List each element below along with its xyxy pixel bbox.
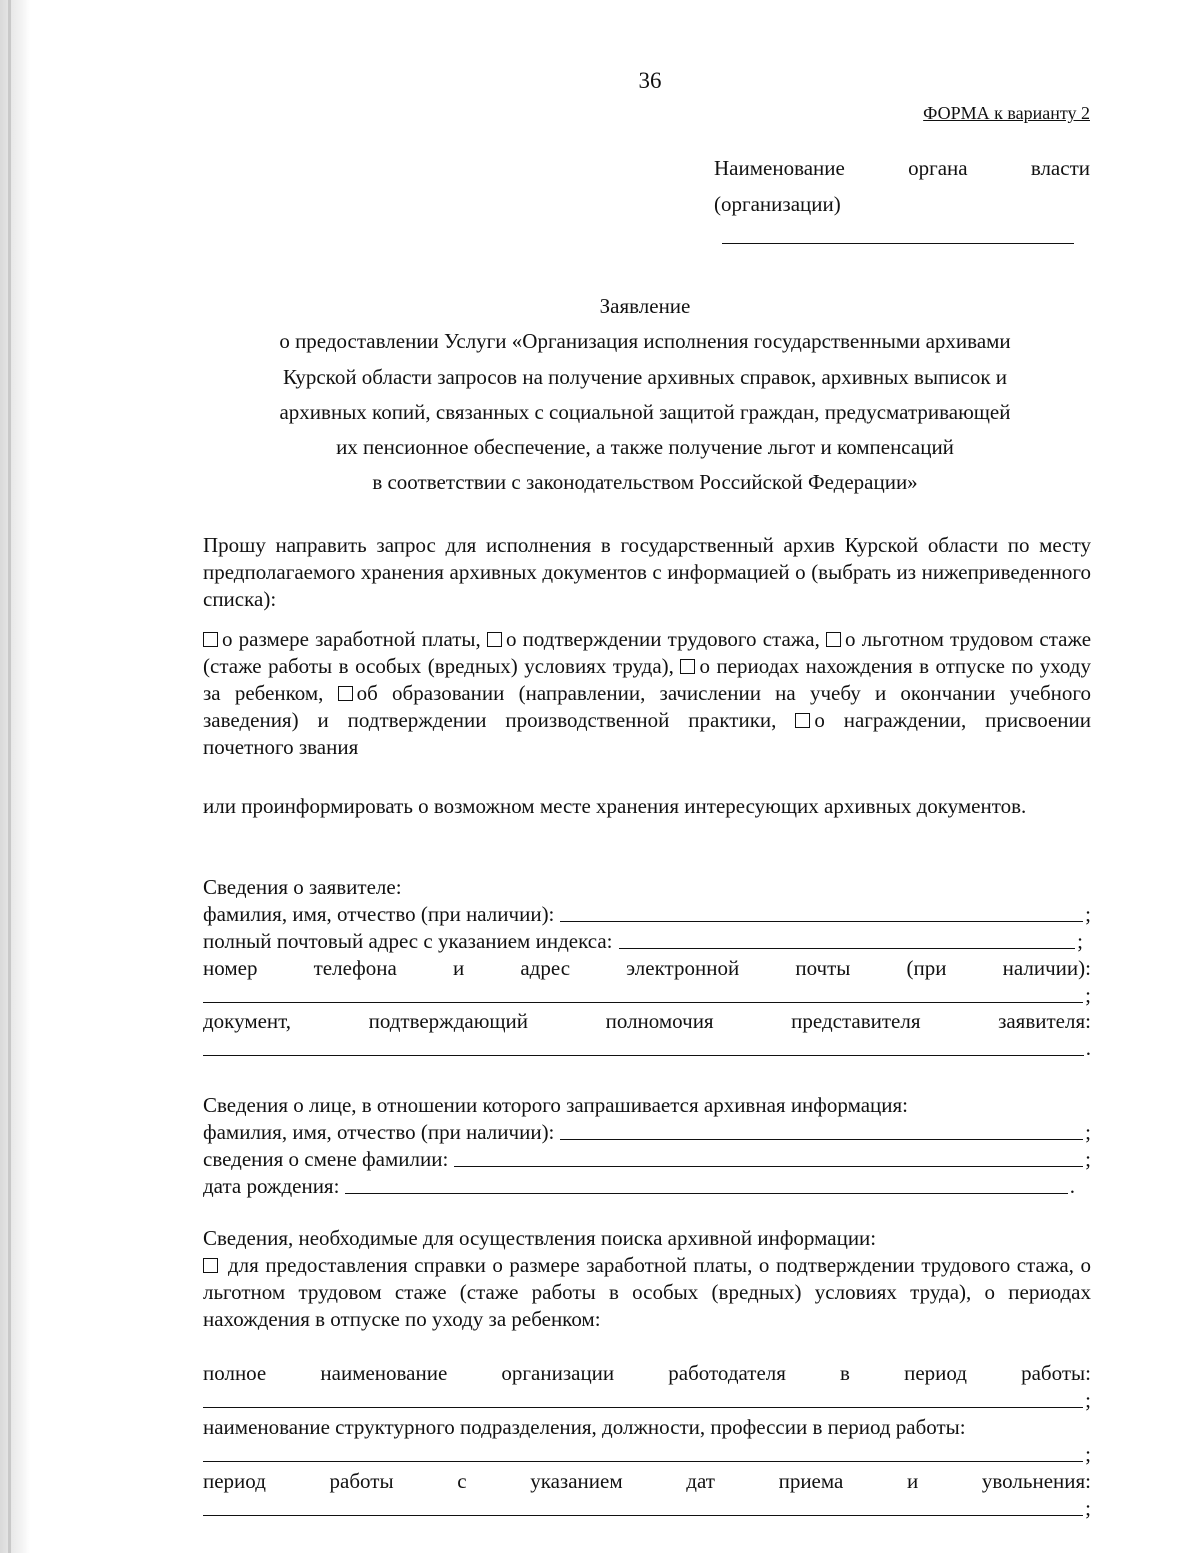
punctuation: . (1085, 1035, 1091, 1060)
label-word: в (840, 1360, 850, 1385)
title-heading: Заявление (599, 294, 691, 318)
label-word: электронной (626, 955, 740, 980)
punctuation: ; (1085, 1119, 1091, 1144)
label-word: период (203, 1468, 266, 1493)
checkbox-work-experience[interactable] (487, 632, 502, 647)
addressee-word: власти (1030, 156, 1090, 180)
intro-paragraph: Прошу направить запрос для исполнения в государственный архив Курской области по месту предполагаемого хранения архивных документов с информацией о (выбрать из нижеприведенного списка): (203, 533, 1091, 611)
field-label: полный почтовый адрес с указанием индекса: (203, 928, 613, 953)
checkbox-preferential-experience[interactable] (826, 632, 841, 647)
label-word: организации (501, 1360, 615, 1385)
label-word: полномочия (605, 1008, 714, 1033)
applicant-address-field[interactable] (203, 928, 1091, 955)
punctuation: ; (1085, 1441, 1091, 1466)
work-period-label (203, 1468, 1091, 1495)
scan-left-edge (0, 0, 30, 1553)
title-line: их пенсионное обеспечение, а также получение льгот и компенсаций (336, 435, 954, 460)
option-label: о периодах нахождения в отпуске по уходу за ребенком, (203, 654, 1091, 705)
applicant-document-field[interactable] (203, 1035, 1091, 1062)
label-word: заявителя: (998, 1008, 1091, 1033)
field-label: наименование структурного подразделения, должности, профессии в период работы: (203, 1414, 966, 1439)
blank-line[interactable] (203, 1514, 1083, 1516)
blank-line[interactable] (454, 1165, 1083, 1167)
label-word: указанием (530, 1468, 623, 1493)
punctuation: ; (1085, 1495, 1091, 1520)
or-inform-paragraph: или проинформировать о возможном месте хранения интересующих архивных документов. (203, 794, 1027, 818)
subject-surname-change-field[interactable] (203, 1146, 1091, 1173)
page-number: 36 (638, 68, 662, 93)
option-label: о подтверждении трудового стажа, (505, 627, 827, 651)
applicant-document-label (203, 1008, 1091, 1035)
search-option (203, 1252, 1091, 1333)
field-label: фамилия, имя, отчество (при наличии): (203, 1119, 555, 1144)
label-word: подтверждающий (368, 1008, 529, 1033)
blank-line[interactable] (203, 1460, 1083, 1462)
subject-heading: Сведения о лице, в отношении которого запрашивается архивная информация: (203, 1093, 909, 1117)
checkbox-search-salary-experience[interactable] (203, 1258, 218, 1273)
title-line: Курской области запросов на получение архивных справок, архивных выписок и (282, 364, 1008, 389)
blank-line[interactable] (345, 1192, 1067, 1194)
label-word: работы: (1021, 1360, 1091, 1385)
addressee-word: Наименование (714, 156, 845, 180)
applicant-heading: Сведения о заявителе: (203, 875, 402, 899)
subject-birth-date-field[interactable] (203, 1173, 1091, 1200)
label-word: документ, (203, 1008, 292, 1033)
structural-unit-label (203, 1414, 1091, 1441)
punctuation: ; (1085, 1387, 1091, 1412)
applicant-phone-field[interactable] (203, 982, 1091, 1009)
title-line: в соответствии с законодательством Российской Федерации» (372, 470, 918, 495)
field-label: сведения о смене фамилии: (203, 1146, 449, 1171)
checkbox-parental-leave[interactable] (680, 659, 695, 674)
label-word: дат (686, 1468, 715, 1493)
addressee-block (714, 150, 1090, 222)
blank-line[interactable] (203, 1406, 1083, 1408)
label-word: и (452, 955, 465, 980)
label-word: и (907, 1468, 919, 1493)
blank-line[interactable] (560, 1138, 1083, 1140)
search-heading: Сведения, необходимые для осуществления поиска архивной информации: (203, 1226, 877, 1250)
addressee-line-2: (организации) (714, 192, 841, 216)
checkbox-education[interactable] (338, 686, 353, 701)
applicant-full-name-field[interactable] (203, 901, 1091, 928)
field-label: дата рождения: (203, 1173, 340, 1198)
punctuation: ; (1077, 928, 1083, 953)
work-period-field[interactable] (203, 1495, 1091, 1522)
option-label: об образовании (направлении, зачислении на учебу и окончании учебного заведения) и подтверждении производственной практики, (203, 681, 1091, 732)
label-word: приема (778, 1468, 844, 1493)
punctuation: ; (1085, 901, 1091, 926)
employer-field[interactable] (203, 1387, 1091, 1414)
blank-line[interactable] (560, 920, 1083, 922)
label-word: период (904, 1360, 967, 1385)
label-word: с (457, 1468, 467, 1493)
label-word: работы (329, 1468, 394, 1493)
option-label: о льготном трудовом стаже (стаже работы в особых (вредных) условиях труда), (203, 627, 1092, 678)
title-line: архивных копий, связанных с социальной защитой граждан, предусматривающей (279, 399, 1011, 424)
applicant-phone-label (203, 955, 1091, 982)
label-word: полное (203, 1360, 267, 1385)
form-reference: ФОРМА к варианту 2 (923, 103, 1090, 123)
option-label: о размере заработной платы, (222, 627, 487, 651)
label-word: увольнения: (981, 1468, 1091, 1493)
label-word: адрес (520, 955, 571, 980)
blank-line[interactable] (203, 1001, 1083, 1003)
employer-label (203, 1360, 1091, 1387)
label-word: наименование (320, 1360, 448, 1385)
blank-line[interactable] (619, 947, 1076, 949)
label-word: наличии): (1002, 955, 1091, 980)
addressee-blank-line[interactable] (722, 243, 1074, 244)
blank-line[interactable] (203, 1054, 1084, 1056)
label-word: телефона (313, 955, 397, 980)
document-title (200, 289, 1090, 501)
request-options (203, 626, 1091, 761)
option-label: о награждении, присвоении почетного звания (203, 708, 1091, 759)
label-word: почты (795, 955, 851, 980)
punctuation: ; (1085, 982, 1091, 1007)
label-word: работодателя (668, 1360, 786, 1385)
addressee-word: органа (908, 156, 968, 180)
checkbox-salary[interactable] (203, 632, 218, 647)
checkbox-awards[interactable] (795, 713, 810, 728)
label-word: номер (203, 955, 258, 980)
title-line: о предоставлении Услуги «Организация исполнения государственными архивами (279, 329, 1011, 354)
field-label: фамилия, имя, отчество (при наличии): (203, 901, 555, 926)
punctuation: . (1069, 1173, 1075, 1198)
structural-unit-field[interactable] (203, 1441, 1091, 1468)
punctuation: ; (1085, 1146, 1091, 1171)
subject-full-name-field[interactable] (203, 1119, 1091, 1146)
label-word: представителя (791, 1008, 921, 1033)
option-label: для предоставления справки о размере заработной платы, о подтверждении трудового стажа, о льготном трудовом стаже (стаже работы в особых (вредных) условиях труда), о периодах нахождения в отпуске по уходу за ребенком: (203, 1253, 1091, 1331)
addressee-line-1 (714, 150, 1090, 186)
label-word: (при (906, 955, 947, 980)
